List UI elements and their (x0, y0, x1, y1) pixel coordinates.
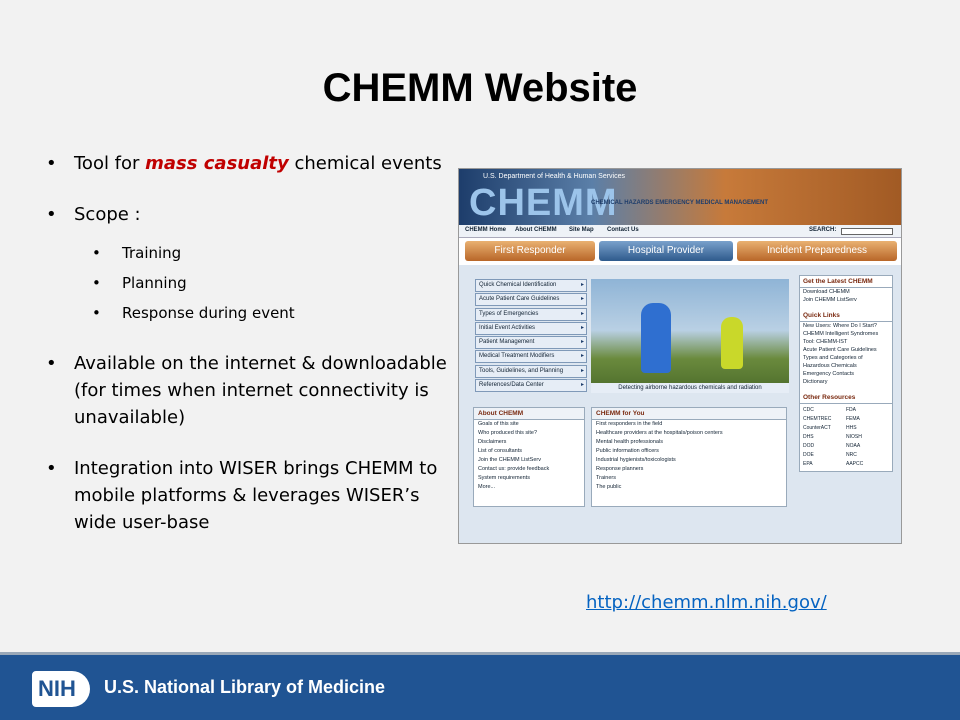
nav-about[interactable]: About CHEMM (515, 227, 557, 233)
nav-sitemap[interactable]: Site Map (569, 227, 594, 233)
quick-link[interactable]: CHEMM Intelligent Syndromes Tool: CHEMM-IST (803, 331, 879, 345)
footer-bar (0, 652, 960, 720)
subbullet-planning: • Planning (46, 268, 466, 298)
about-chemm-box (473, 407, 585, 507)
menu-item[interactable]: Acute Patient Care Guidelines ▸ (475, 293, 587, 306)
yellow-hazmat-suit (721, 317, 743, 369)
about-heading: About CHEMM (474, 408, 584, 420)
chemm-for-you-box (591, 407, 787, 507)
audience-link[interactable]: Response planners (596, 466, 644, 472)
resource-link[interactable]: NRC (846, 452, 857, 458)
quick-link[interactable]: Types and Categories of Hazardous Chemicals (803, 355, 863, 369)
about-link[interactable]: More... (478, 484, 496, 490)
quick-link[interactable]: New Users: Where Do I Start? (803, 323, 877, 329)
tab-hospital-provider[interactable]: Hospital Provider (599, 241, 733, 261)
about-link[interactable]: Goals of this site (478, 421, 519, 427)
site-body (459, 265, 902, 544)
emphasis-text: mass casualty (145, 153, 289, 174)
audience-link[interactable]: Healthcare providers at the hospitals/poison centers (596, 430, 723, 436)
resource-link[interactable]: CounterACT (803, 425, 831, 431)
quick-links-heading: Quick Links (800, 310, 892, 322)
audience-tabs (459, 241, 902, 263)
photo-caption: Detecting airborne hazardous chemicals and radiation (591, 383, 789, 393)
menu-item[interactable]: Tools, Guidelines, and Planning ▸ (475, 365, 587, 378)
resource-link[interactable]: FDA (846, 407, 856, 413)
audience-link[interactable]: Mental health professionals (596, 439, 663, 445)
right-panel (799, 275, 893, 472)
chemm-logo: CHEMM (469, 182, 618, 224)
resource-link[interactable]: DOE (803, 452, 814, 458)
bullet-text: chemical events (288, 153, 442, 174)
get-latest-heading: Get the Latest CHEMM (800, 276, 892, 288)
resource-link[interactable]: NIOSH (846, 434, 862, 440)
side-menu (475, 279, 587, 393)
chemm-url-link[interactable]: http://chemm.nlm.nih.gov/ (586, 592, 827, 613)
other-resources-heading: Other Resources (800, 392, 892, 404)
download-link[interactable]: Download CHEMM (803, 289, 850, 295)
nav-contact[interactable]: Contact Us (607, 227, 639, 233)
quick-link[interactable]: Acute Patient Care Guidelines (803, 347, 877, 353)
tab-first-responder[interactable]: First Responder (465, 241, 595, 261)
blue-hazmat-suit (641, 303, 671, 373)
bullet-available: • Available on the internet & downloadable (for times when internet connectivity is unavailable) (46, 350, 466, 431)
about-link[interactable]: List of consultants (478, 448, 523, 454)
about-link[interactable]: Disclaimers (478, 439, 507, 445)
menu-item[interactable]: References/Data Center ▸ (475, 379, 587, 392)
bullet-text: Tool for (74, 153, 146, 174)
resource-link[interactable]: NOAA (846, 443, 861, 449)
resource-link[interactable]: CHEMTREC (803, 416, 832, 422)
menu-item[interactable]: Medical Treatment Modifiers ▸ (475, 350, 587, 363)
bullet-tool (46, 150, 466, 177)
hazmat-photo (591, 279, 789, 393)
chemm-website-screenshot (458, 168, 902, 544)
about-link[interactable]: Contact us: provide feedback (478, 466, 550, 472)
quick-link[interactable]: Dictionary (803, 379, 828, 385)
audience-link[interactable]: First responders in the field (596, 421, 663, 427)
menu-item[interactable]: Initial Event Activities ▸ (475, 322, 587, 335)
quick-link[interactable]: Emergency Contacts (803, 371, 855, 377)
resource-link[interactable]: DHS (803, 434, 814, 440)
audience-link[interactable]: The public (596, 484, 622, 490)
site-tagline: CHEMICAL HAZARDS EMERGENCY MEDICAL MANAGEMENT (591, 200, 769, 206)
resource-link[interactable]: FEMA (846, 416, 860, 422)
bullet-integration: • Integration into WISER brings CHEMM to mobile platforms & leverages WISER’s wide user-base (46, 455, 466, 536)
for-you-heading: CHEMM for You (592, 408, 786, 420)
nih-logo: NIH (32, 671, 90, 707)
site-navbar (459, 225, 902, 238)
resource-link[interactable]: DOD (803, 443, 815, 449)
menu-item[interactable]: Patient Management ▸ (475, 336, 587, 349)
hhs-label: U.S. Department of Health & Human Services (483, 173, 626, 180)
resource-link[interactable]: AAPCC (846, 461, 864, 467)
search-label: SEARCH: (809, 227, 837, 233)
menu-item[interactable]: Quick Chemical Identification ▸ (475, 279, 587, 292)
nlm-name: U.S. National Library of Medicine (104, 677, 386, 697)
subbullet-response: • Response during event (46, 298, 466, 328)
bullet-list (46, 150, 466, 560)
site-banner (459, 169, 902, 225)
resource-grid (800, 404, 892, 471)
tab-incident-preparedness[interactable]: Incident Preparedness (737, 241, 897, 261)
audience-link[interactable]: Public information officers (596, 448, 659, 454)
scope-subbullets (46, 238, 466, 328)
about-link[interactable]: Who produced this site? (478, 430, 538, 436)
slide-title: CHEMM Website (322, 66, 638, 110)
audience-link[interactable]: Industrial hygienists/toxicologists (596, 457, 676, 463)
menu-item[interactable]: Types of Emergencies ▸ (475, 308, 587, 321)
search-input[interactable] (841, 228, 893, 235)
resource-link[interactable]: CDC (803, 407, 814, 413)
audience-link[interactable]: Trainers (596, 475, 616, 481)
resource-link[interactable]: EPA (803, 461, 813, 467)
listserv-link[interactable]: Join CHEMM ListServ (803, 297, 857, 303)
bullet-scope: • Scope : (46, 201, 466, 228)
subbullet-training: • Training (46, 238, 466, 268)
about-link[interactable]: System requirements (478, 475, 530, 481)
nav-home[interactable]: CHEMM Home (465, 227, 507, 233)
resource-link[interactable]: HHS (846, 425, 857, 431)
about-link[interactable]: Join the CHEMM ListServ (478, 457, 541, 463)
